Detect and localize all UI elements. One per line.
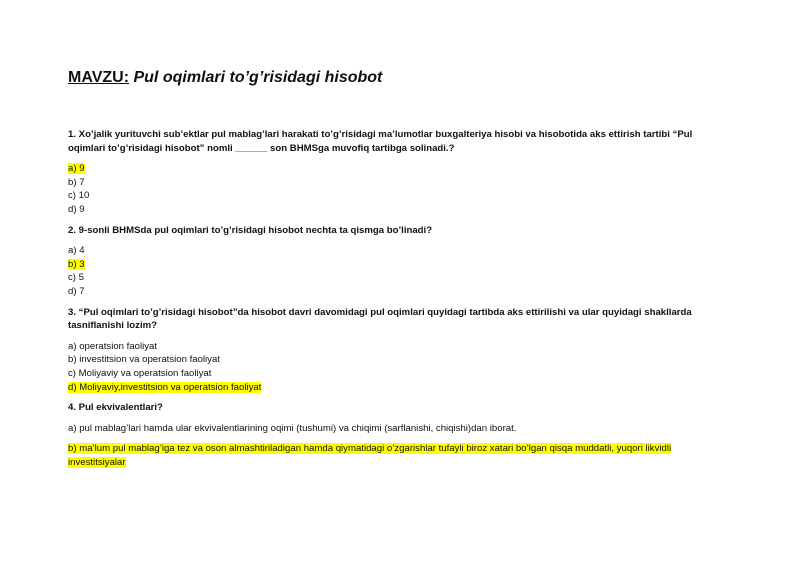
option-list-item: c) 5 (68, 272, 84, 284)
page-title (68, 69, 382, 87)
question-3-options (68, 340, 728, 394)
highlighted-answer: d) Moliyaviy,investitsion va operatsion faoliyat (68, 381, 262, 393)
highlighted-answer: a) 9 (68, 163, 85, 175)
option-list-item: b) investitsion va operatsion faoliyat (68, 354, 220, 366)
option-list-item: b) 7 (68, 176, 85, 188)
title-subject: Pul oqimlari to’g’risidagi hisobot (133, 69, 383, 86)
question-2-options (68, 244, 728, 298)
question-2: 2. 9-sonli BHMSda pul oqimlari to’g’risidagi hisobot nechta ta qismga bo’linadi? (68, 224, 433, 236)
highlighted-answer: b) 3 (68, 258, 85, 270)
option-list-item (68, 258, 728, 272)
question-4: 4. Pul ekvivalentlari? (68, 402, 163, 414)
question-1: 1. Xo’jalik yurituvchi sub’ektlar pul mablag’lari harakati to’g’risidagi ma’lumotlar buxgalteriya hisobi va hisobotida aks ettirish tartibi “Pul oqimlari to’g’risidagi hisobot” nomli ______ son BHMSga muvofiq tartibga solinadi.? (68, 129, 693, 154)
highlighted-answer: b) ma’lum pul mablag’iga tez va oson almashtiriladigan hamda qiymatidagi o’zgarishlar tufayli biroz xatari bo’lgan qisqa muddatli, yuqori likvidli investitsiyalar (68, 443, 672, 468)
option-list-item: a) 4 (68, 245, 85, 257)
option-list-item: c) 10 (68, 190, 90, 202)
question-1-options (68, 162, 728, 216)
option-list-item: d) 9 (68, 203, 85, 215)
answer-paragraph-a: a) pul mablag’lari hamda ular ekvivalentlarining oqimi (tushumi) va chiqimi (sarflanishi, chiqishi)dan iborat. (68, 422, 517, 434)
answer-paragraph-b (68, 442, 728, 469)
option-list-item: d) 7 (68, 285, 85, 297)
option-list-item (68, 162, 728, 176)
question-3: 3. “Pul oqimlari to’g’risidagi hisobot”da hisobot davri davomidagi pul oqimlari quyidagi tartibda aks ettirilishi va ular quyidagi shakllarda tasniflanishi lozim? (68, 306, 692, 332)
option-list-item (68, 381, 728, 395)
option-list-item: a) operatsion faoliyat (68, 340, 158, 352)
title-label: MAVZU: (68, 69, 130, 86)
option-list-item: c) Moliyaviy va operatsion faoliyat (68, 367, 212, 379)
document-body (68, 128, 728, 476)
